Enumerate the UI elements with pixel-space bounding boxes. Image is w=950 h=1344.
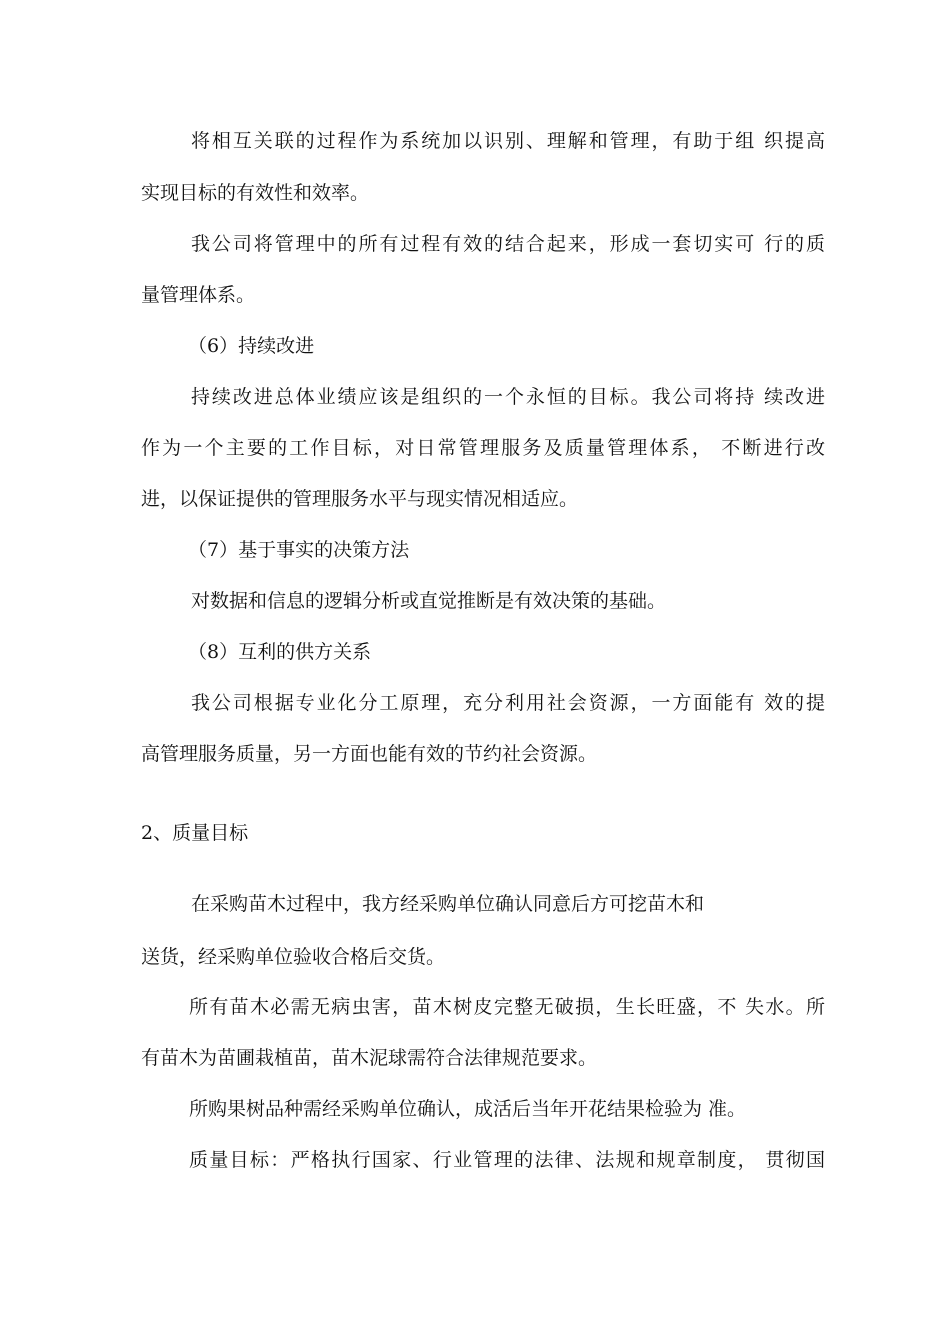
section-title: 2、质量目标 xyxy=(141,822,249,844)
paragraph-line: 我公司将管理中的所有过程有效的结合起来，形成一套切实可 行的质 xyxy=(191,233,825,255)
paragraph-line: 对数据和信息的逻辑分析或直觉推断是有效决策的基础。 xyxy=(191,590,667,612)
paragraph-line: 我公司根据专业化分工原理，充分利用社会资源，一方面能有 效的提 xyxy=(191,692,825,714)
paragraph-line: 量管理体系。 xyxy=(141,284,256,306)
paragraph-line: 高管理服务质量，另一方面也能有效的节约社会资源。 xyxy=(141,743,598,765)
paragraph-line: 送货，经采购单位验收合格后交货。 xyxy=(141,946,446,968)
section-heading: （8）互利的供方关系 xyxy=(188,641,372,663)
paragraph-line: 所有苗木必需无病虫害，苗木树皮完整无破损，生长旺盛，不 失水。所 xyxy=(189,996,825,1018)
paragraph-line: 持续改进总体业绩应该是组织的一个永恒的目标。我公司将持 续改进 xyxy=(191,386,825,408)
section-heading: （6）持续改进 xyxy=(188,335,315,357)
paragraph-line: 将相互关联的过程作为系统加以识别、理解和管理，有助于组 织提高 xyxy=(191,130,825,152)
paragraph-line: 作为一个主要的工作目标，对日常管理服务及质量管理体系， 不断进行改 xyxy=(141,437,825,459)
paragraph-line: 质量目标：严格执行国家、行业管理的法律、法规和规章制度， 贯彻国 xyxy=(189,1149,825,1171)
paragraph-line: 进，以保证提供的管理服务水平与现实情况相适应。 xyxy=(141,488,579,510)
paragraph-line: 实现目标的有效性和效率。 xyxy=(141,182,370,204)
paragraph-line: 有苗木为苗圃栽植苗，苗木泥球需符合法律规范要求。 xyxy=(141,1047,598,1069)
section-heading: （7）基于事实的决策方法 xyxy=(188,539,410,561)
paragraph-line: 在采购苗木过程中，我方经采购单位确认同意后方可挖苗木和 xyxy=(191,893,705,915)
paragraph-line: 所购果树品种需经采购单位确认，成活后当年开花结果检验为 准。 xyxy=(189,1098,747,1120)
